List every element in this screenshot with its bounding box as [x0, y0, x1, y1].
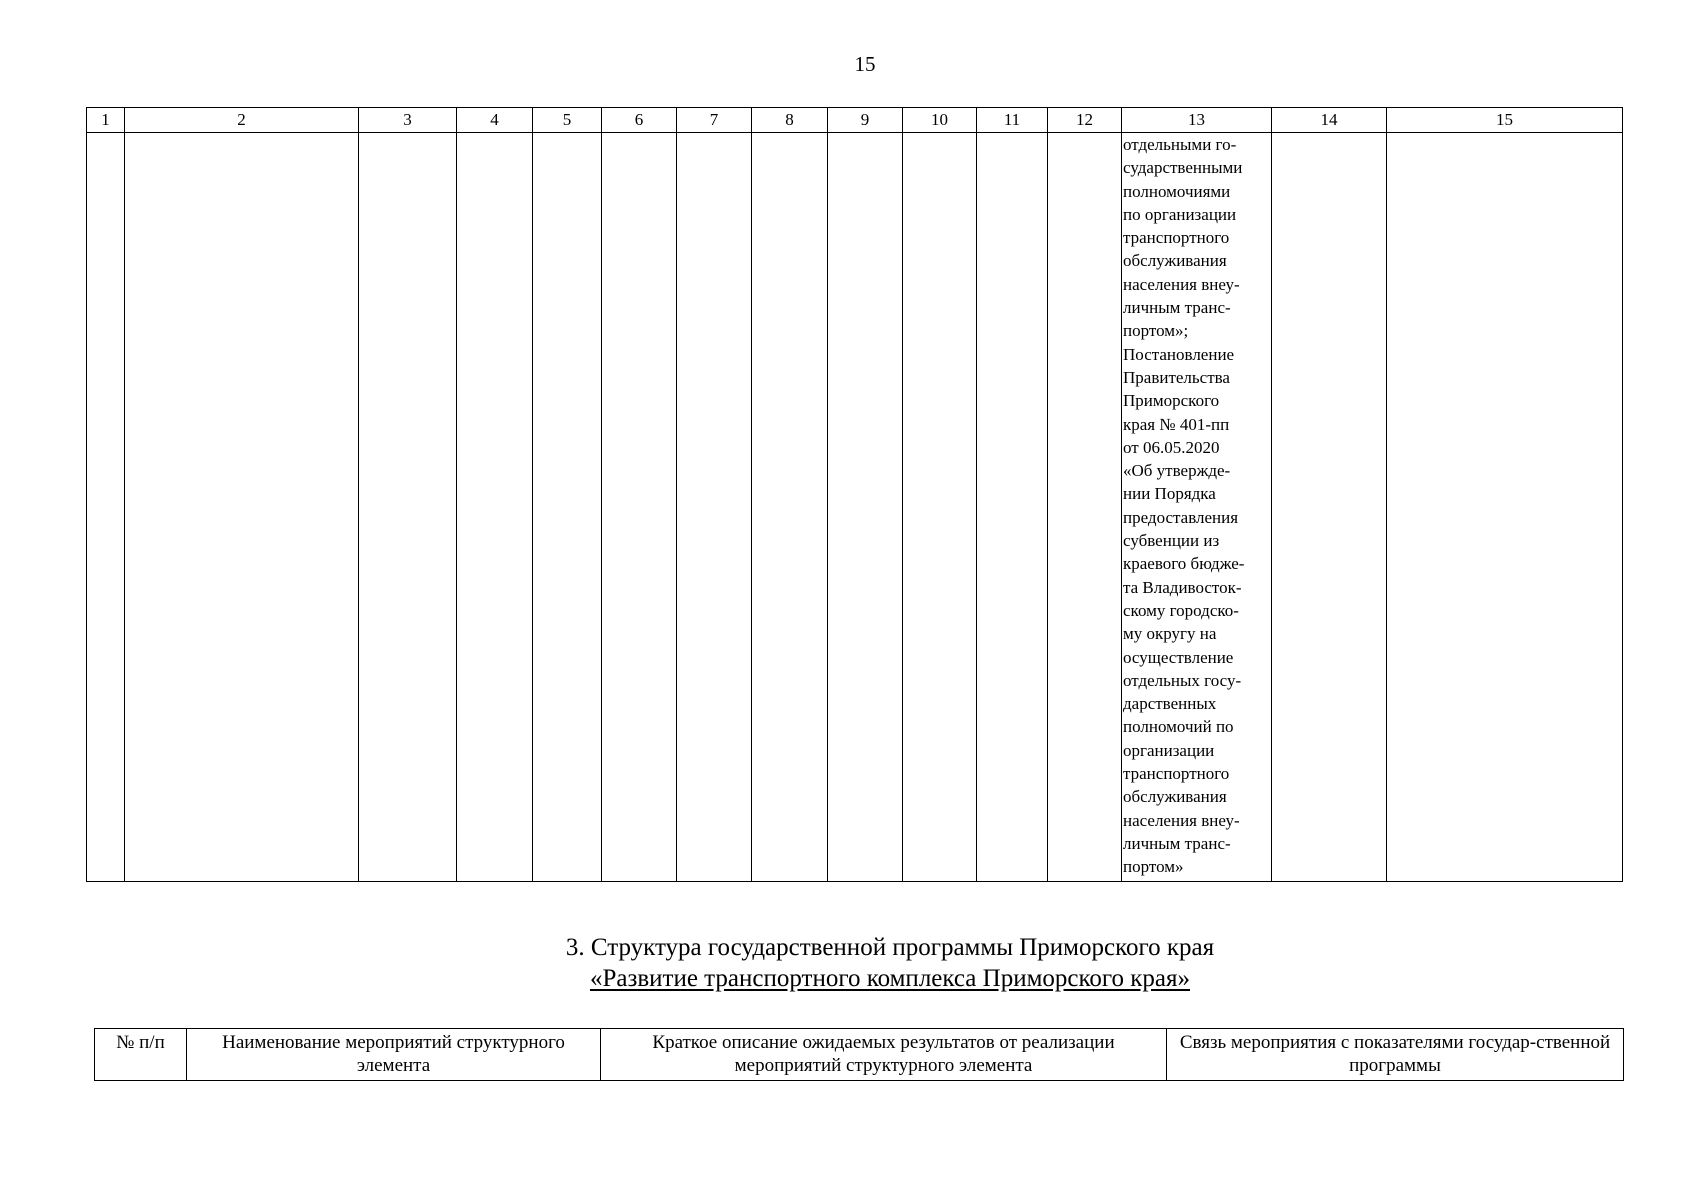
- structure-table: [94, 1028, 1624, 1081]
- structure-header-row: [95, 1029, 1624, 1081]
- program-name: «Развитие транспортного комплекса Приморского края»: [589, 965, 1191, 992]
- column-number-cell: 3: [359, 108, 457, 133]
- column-number-cell: 6: [602, 108, 677, 133]
- column-number-cell: 15: [1387, 108, 1623, 133]
- empty-cell: [752, 133, 828, 882]
- header-expected-results: Краткое описание ожидаемых результатов от реализации мероприятий структурного элемента: [601, 1029, 1167, 1081]
- empty-cell: [533, 133, 602, 882]
- empty-cell: [125, 133, 359, 882]
- empty-cell: [828, 133, 903, 882]
- empty-cell: [1272, 133, 1387, 882]
- empty-cell: [1387, 133, 1623, 882]
- empty-cell: [903, 133, 977, 882]
- empty-cell: [457, 133, 533, 882]
- column-number-cell: 12: [1048, 108, 1122, 133]
- empty-cell: [359, 133, 457, 882]
- column-number-cell: 14: [1272, 108, 1387, 133]
- legal-basis-text: отдельными го- сударственными полномочиями по организации транспортного обслуживания населения внеу- личным транс- портом»; Постановление Правительства Приморского края № 401-пп от 06.05.2020 «Об утвержде- нии Порядка предоставления субвенции из краевого бюдже- та Владивосток- скому городско- му округу на осуществление отдельных госу- дарственных полномочий по организации транспортного обслуживания населения внеу- личным транс- портом»: [1123, 135, 1245, 877]
- continuation-table: [86, 107, 1623, 882]
- column-number-cell: 11: [977, 108, 1048, 133]
- empty-cell: [677, 133, 752, 882]
- column-number-row: [87, 108, 1623, 133]
- column-number-cell: 2: [125, 108, 359, 133]
- table-row: [87, 133, 1623, 882]
- header-indicator-link: Связь мероприятия с показателями государ-ственной программы: [1167, 1029, 1624, 1081]
- column-number-cell: 10: [903, 108, 977, 133]
- empty-cell: [977, 133, 1048, 882]
- section-heading: [0, 932, 1691, 994]
- header-activity-name: Наименование мероприятий структурного элемента: [187, 1029, 601, 1081]
- page-number: 15: [854, 52, 876, 76]
- column-number-cell: 9: [828, 108, 903, 133]
- column-number-cell: 13: [1122, 108, 1272, 133]
- empty-cell: [1048, 133, 1122, 882]
- column-number-cell: 1: [87, 108, 125, 133]
- column-number-cell: 7: [677, 108, 752, 133]
- empty-cell: [602, 133, 677, 882]
- section-title: 3. Структура государственной программы Приморского края: [565, 934, 1215, 961]
- empty-cell: [87, 133, 125, 882]
- column-number-cell: 4: [457, 108, 533, 133]
- column-number-cell: 8: [752, 108, 828, 133]
- header-number: № п/п: [95, 1029, 187, 1081]
- column-number-cell: 5: [533, 108, 602, 133]
- legal-basis-cell: [1122, 133, 1272, 882]
